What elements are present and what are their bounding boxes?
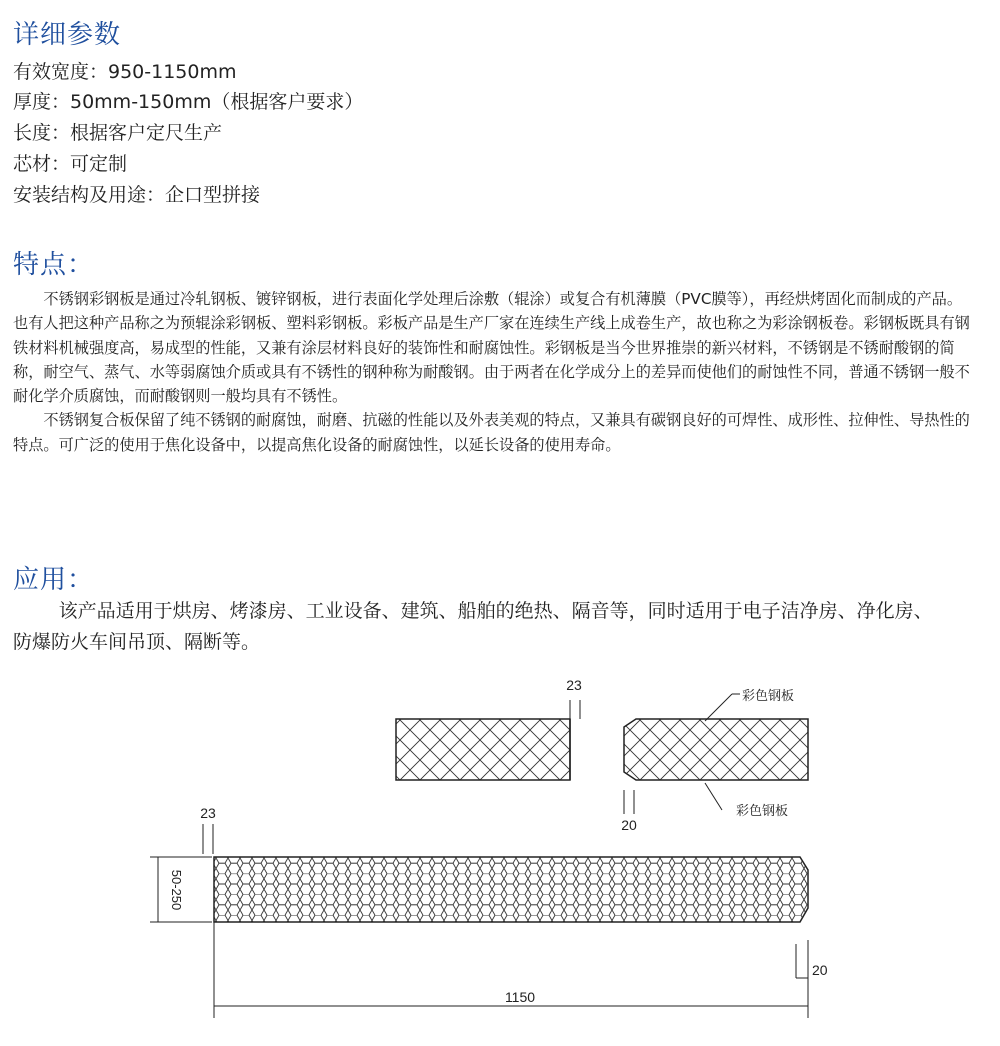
application-heading: 应用： — [13, 565, 95, 595]
panel-section-left — [396, 677, 582, 780]
spec-thickness: 厚度：50mm-150mm（根据客户要求） — [13, 91, 364, 113]
label-steel-bottom: 彩色钢板 — [736, 803, 789, 818]
spec-length: 长度：根据客户定尺生产 — [13, 122, 223, 144]
details-heading: 详细参数 — [13, 20, 122, 50]
features-paragraph-2: 不锈钢复合板保留了纯不锈钢的耐腐蚀，耐磨、抗磁的性能以及外表美观的特点，又兼具有碳钢良好的可焊性、成形性、拉伸性、导热性的特点。可广泛的使用于焦化设备中，以提高焦化设备的耐腐蚀性，以延长设备的使用寿命。 — [13, 411, 970, 454]
dim-20-mid: 20 — [621, 817, 637, 833]
features-paragraph-1: 不锈钢彩钢板是通过冷轧钢板、镀锌钢板，进行表面化学处理后涂敷（辊涂）或复合有机薄膜（PVC膜等），再经烘烤固化而制成的产品。也有人把这种产品称之为预辊涂彩钢板、塑料彩钢板。彩板产品是生产厂家在连续生产线上成卷生产，故也称之为彩涂钢板卷。彩钢板既具有钢铁材料机械强度高，易成型的性能，又兼有涂层材料良好的装饰性和耐腐蚀性。彩钢板是当今世界推崇的新兴材料，不锈钢是不锈耐酸钢的简称，耐空气、蒸气、水等弱腐蚀介质或具有不锈性的钢种称为耐酸钢。由于两者在化学成分上的差异而使他们的耐蚀性不同，普通不锈钢一般不耐化学介质腐蚀，而耐酸钢则一般均具有不锈性。 — [13, 290, 970, 406]
dim-23-top: 23 — [566, 677, 582, 693]
dim-23-main: 23 — [200, 805, 216, 821]
dim-20-right: 20 — [812, 962, 828, 978]
panel-main — [150, 805, 828, 1018]
panel-section-right — [621, 688, 808, 833]
label-steel-top: 彩色钢板 — [742, 688, 795, 703]
spec-core: 芯材：可定制 — [13, 153, 128, 175]
spec-effective-width: 有效宽度：950-1150mm — [13, 61, 237, 83]
features-heading: 特点： — [13, 250, 95, 280]
application-text: 该产品适用于烘房、烤漆房、工业设备、建筑、船舶的绝热、隔音等，同时适用于电子洁净房、净化房、防爆防火车间吊顶、隔断等。 — [13, 600, 933, 653]
spec-install: 安装结构及用途：企口型拼接 — [13, 184, 261, 206]
dim-length: 1150 — [504, 989, 536, 1005]
dim-thickness: 50-250 — [169, 869, 184, 911]
